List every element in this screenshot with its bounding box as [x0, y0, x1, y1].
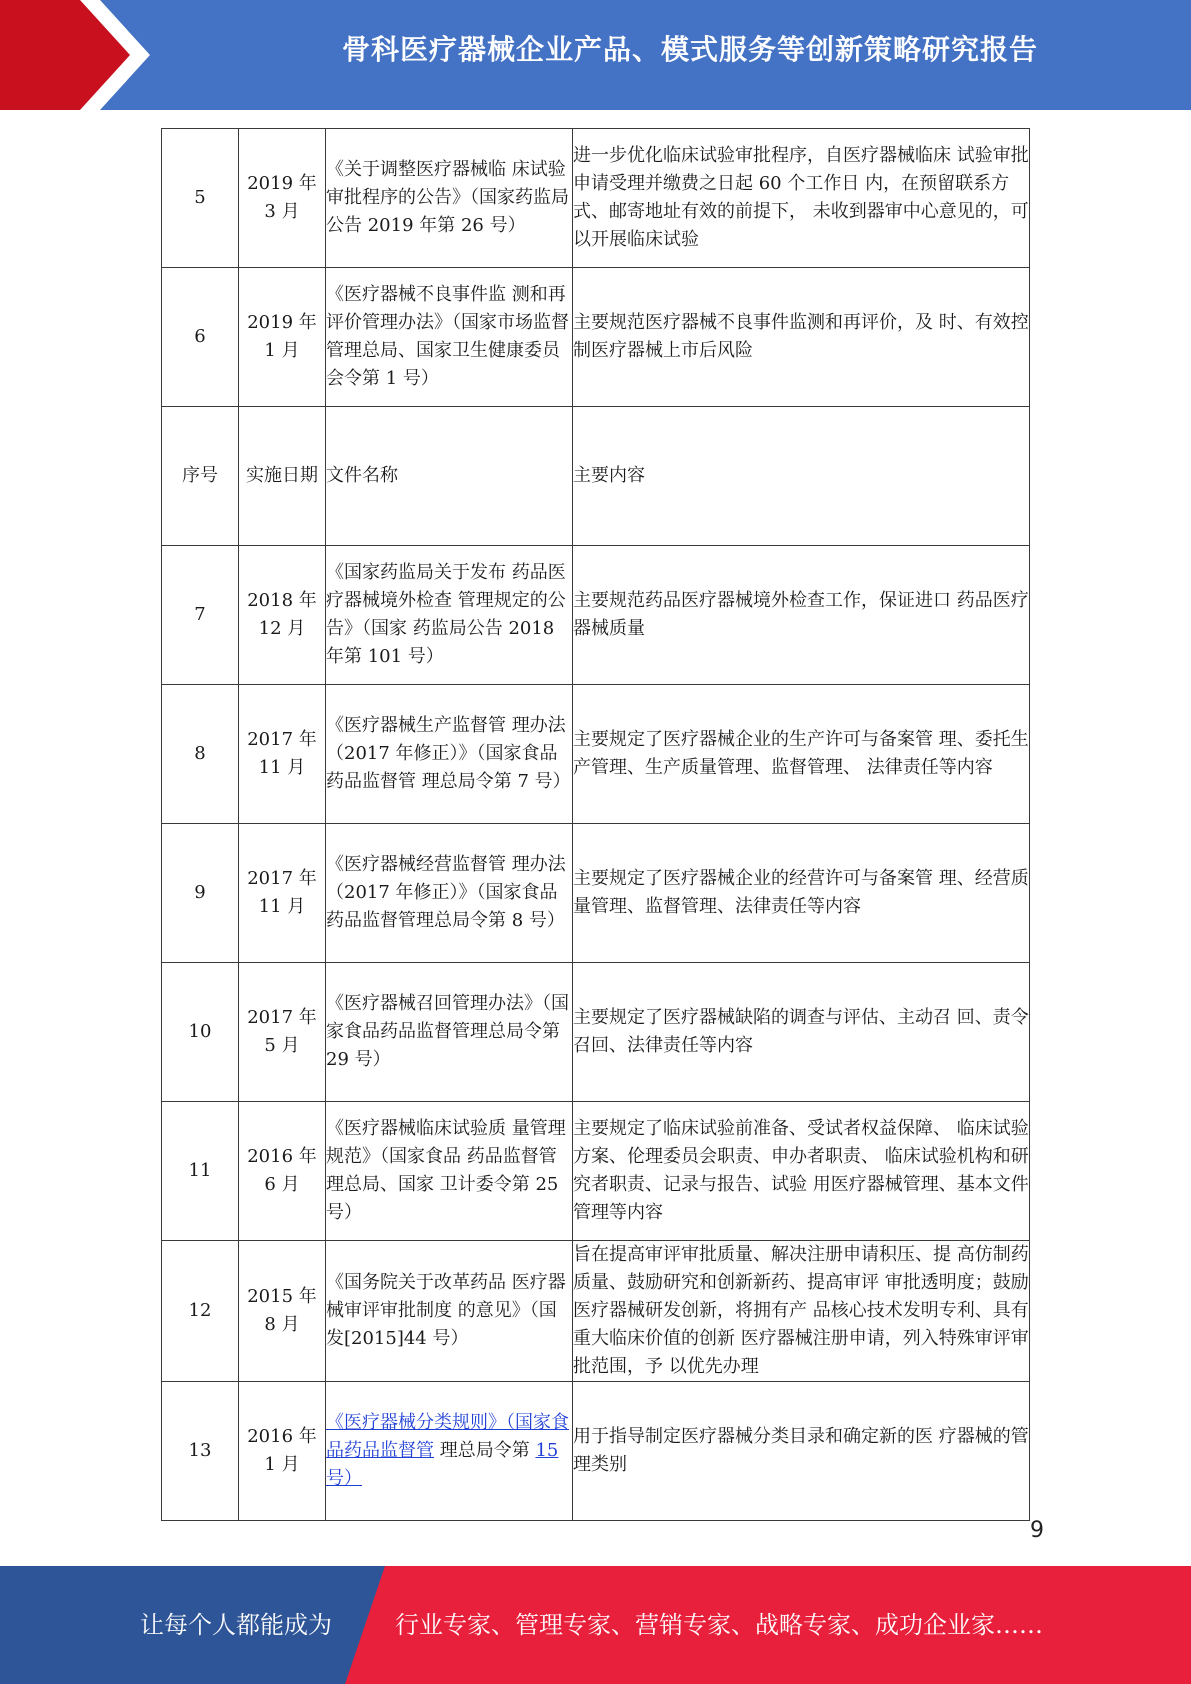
document-name: 《医疗器械召回管理办法》（国家食品药品监督管理总局令第 29 号）: [326, 963, 573, 1102]
row-number: 9: [162, 824, 239, 963]
table-row: [162, 1241, 1030, 1382]
table-row: [162, 824, 1030, 963]
header-date: 实施日期: [239, 407, 326, 546]
document-name: 《医疗器械临床试验质 量管理规范》（国家食品 药品监督管理总局、国家 卫计委令第 25 号）: [326, 1102, 573, 1241]
row-number: 6: [162, 268, 239, 407]
main-content: 主要规定了医疗器械缺陷的调查与评估、主动召 回、责令召回、法律责任等内容: [573, 963, 1030, 1102]
table-row: [162, 268, 1030, 407]
page-number: 9: [1030, 1518, 1044, 1543]
main-content: 主要规定了临床试验前准备、受试者权益保障、 临床试验方案、伦理委员会职责、申办者职责、 临床试验机构和研究者职责、记录与报告、试验 用医疗器械管理、基本文件管理等内容: [573, 1102, 1030, 1241]
table-row: [162, 129, 1030, 268]
implementation-date: 2017 年 5 月: [239, 963, 326, 1102]
page-footer: [0, 1566, 1191, 1684]
table-row: [162, 546, 1030, 685]
implementation-date: 2016 年 1 月: [239, 1382, 326, 1521]
row-number: 11: [162, 1102, 239, 1241]
row-number: 10: [162, 963, 239, 1102]
document-name: 《国务院关于改革药品 医疗器械审评审批制度 的意见》（国发[2015]44 号）: [326, 1241, 573, 1382]
implementation-date: 2019 年 1 月: [239, 268, 326, 407]
table-row: [162, 963, 1030, 1102]
document-name: [326, 1382, 573, 1521]
document-name: 《关于调整医疗器械临 床试验审批程序的公告》（国家药监局公告 2019 年第 26 号）: [326, 129, 573, 268]
header-name: 文件名称: [326, 407, 573, 546]
document-name-text: 理总局令第: [434, 1440, 536, 1461]
header-content: 主要内容: [573, 407, 1030, 546]
row-number: 7: [162, 546, 239, 685]
main-content: 进一步优化临床试验审批程序，自医疗器械临床 试验审批申请受理并缴费之日起 60 个工作日 内，在预留联系方式、邮寄地址有效的前提下， 未收到器审中心意见的，可以开展临床试验: [573, 129, 1030, 268]
implementation-date: 2018 年 12 月: [239, 546, 326, 685]
row-number: 13: [162, 1382, 239, 1521]
column-header-row: [162, 407, 1030, 546]
classification-rules-link[interactable]: 《医疗器械分类规则》（国家食品药品监督管: [326, 1412, 569, 1461]
order-number-link[interactable]: 15 号）: [326, 1440, 559, 1489]
main-content: 主要规范药品医疗器械境外检查工作，保证进口 药品医疗器械质量: [573, 546, 1030, 685]
implementation-date: 2015 年 8 月: [239, 1241, 326, 1382]
document-name: 《医疗器械不良事件监 测和再评价管理办法》（国家市场监督管理总局、国家卫生健康委员会令第 1 号）: [326, 268, 573, 407]
footer-slogan-right: 行业专家、管理专家、营销专家、战略专家、成功企业家……: [395, 1611, 1043, 1639]
main-content: 旨在提高审评审批质量、解决注册申请积压、提 高仿制药质量、鼓励研究和创新新药、提高审评 审批透明度；鼓励医疗器械研发创新，将拥有产 品核心技术发明专利、具有重大临床价值的创新 医疗器械注册申请，列入特殊审评审批范围，予 以优先办理: [573, 1241, 1030, 1382]
implementation-date: 2016 年 6 月: [239, 1102, 326, 1241]
row-number: 8: [162, 685, 239, 824]
table-row: [162, 1102, 1030, 1241]
table-row: [162, 1382, 1030, 1521]
implementation-date: 2017 年 11 月: [239, 685, 326, 824]
table-row: [162, 685, 1030, 824]
main-content: 用于指导制定医疗器械分类目录和确定新的医 疗器械的管理类别: [573, 1382, 1030, 1521]
implementation-date: 2017 年 11 月: [239, 824, 326, 963]
document-name: 《医疗器械生产监督管 理办法（2017 年修正）》（国家食品药品监督管 理总局令第 7 号）: [326, 685, 573, 824]
page-header: [0, 0, 1191, 110]
report-title: 骨科医疗器械企业产品、模式服务等创新策略研究报告: [341, 33, 1038, 66]
implementation-date: 2019 年 3 月: [239, 129, 326, 268]
main-content: 主要规定了医疗器械企业的经营许可与备案管 理、经营质量管理、监督管理、法律责任等内容: [573, 824, 1030, 963]
row-number: 5: [162, 129, 239, 268]
header-no: 序号: [162, 407, 239, 546]
footer-slogan-left: 让每个人都能成为: [140, 1611, 332, 1639]
row-number: 12: [162, 1241, 239, 1382]
document-name: 《国家药监局关于发布 药品医疗器械境外检查 管理规定的公告》（国家 药监局公告 2018 年第 101 号）: [326, 546, 573, 685]
document-name: 《医疗器械经营监督管 理办法（2017 年修正）》（国家食品药品监督管理总局令第 8 号）: [326, 824, 573, 963]
main-content: 主要规范医疗器械不良事件监测和再评价，及 时、有效控制医疗器械上市后风险: [573, 268, 1030, 407]
main-content: 主要规定了医疗器械企业的生产许可与备案管 理、委托生产管理、生产质量管理、监督管理、 法律责任等内容: [573, 685, 1030, 824]
regulation-table: [161, 128, 1030, 1521]
